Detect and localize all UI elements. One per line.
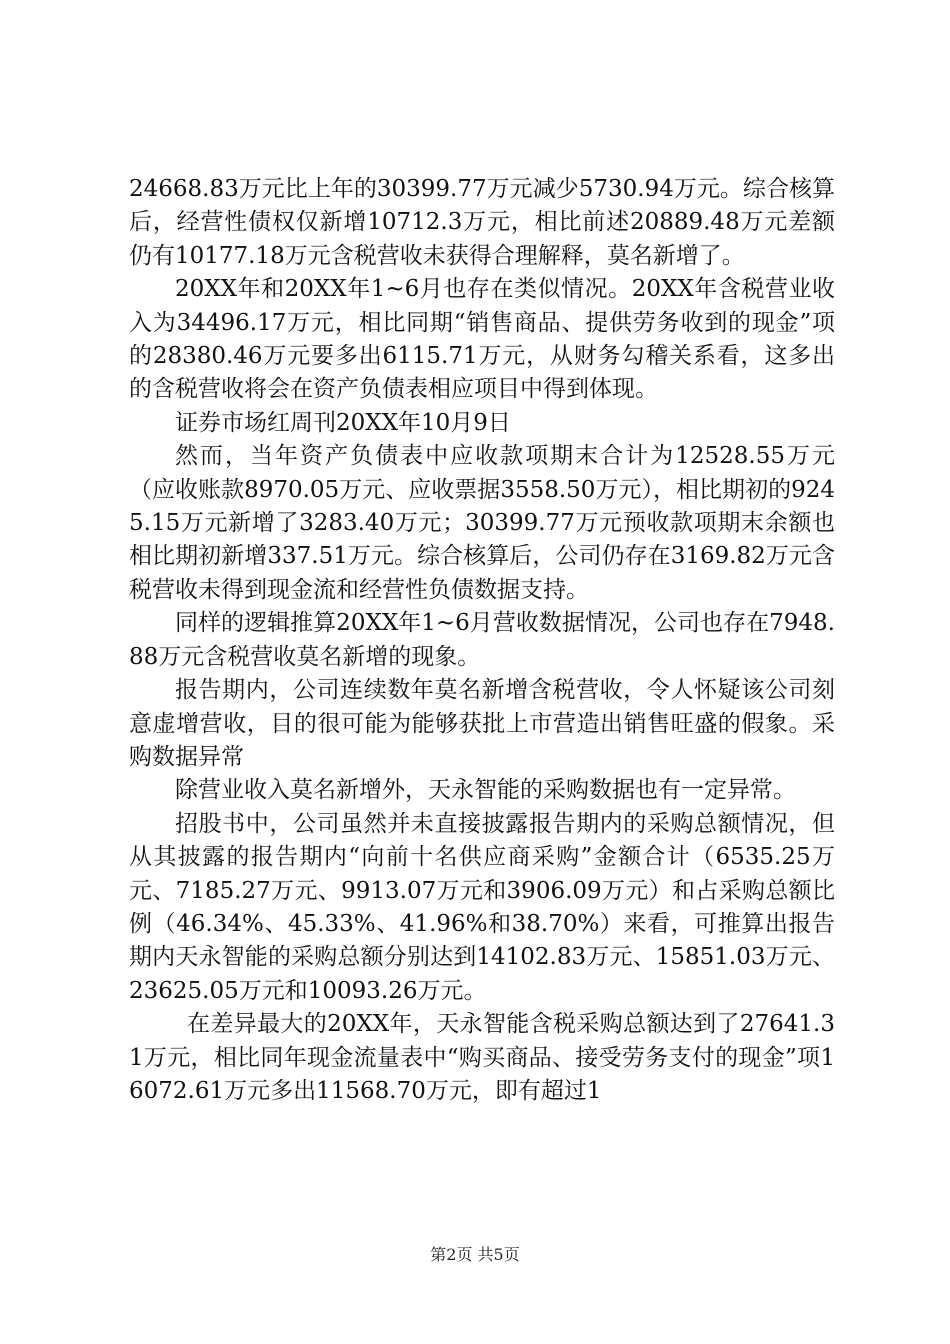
paragraph-3: 然而，当年资产负债表中应收款项期末合计为12528.55万元（应收账款8970.05万元、应收票据3558.50万元），相比期初的9245.15万元新增了3283.40万元；30399.77万元预收款项期末余额也相比期初新增337.51万元。综合核算后，公司仍存在3169.82万元含税营收未得到现金流和经营性负债数据支持。 (129, 443, 835, 603)
paragraph-5: 报告期内，公司连续数年莫名新增含税营收，令人怀疑该公司刻意虚增营收，目的很可能为能够获批上市营造出销售旺盛的假象。采购数据异常 (129, 677, 835, 770)
paragraph-6: 除营业收入莫名新增外，天永智能的采购数据也有一定异常。 (175, 777, 796, 804)
paragraph-2: 20XX年和20XX年1~6月也存在类似情况。20XX年含税营业收入为34496.17万元，相比同期“销售商品、提供劳务收到的现金”项的28380.46万元要多出6115.71万元，从财务勾稽关系看，这多出的含税营收将会在资产负债表相应项目中得到体现。 (129, 276, 835, 403)
page-number-footer: 第2页 共5页 (430, 1245, 520, 1264)
paragraph-7: 招股书中，公司虽然并未直接披露报告期内的采购总额情况，但从其披露的报告期内“向前十名供应商采购”金额合计（6535.25万元、7185.27万元、9913.07万元和3906.09万元）和占采购总额比例（46.34%、45.33%、41.96%和38.70%）来看，可推算出报告期内天永智能的采购总额分别达到14102.83万元、15851.03万元、23625.05万元和10093.26万元。 (129, 810, 835, 1004)
paragraph-4: 同样的逻辑推算20XX年1~6月营收数据情况，公司也存在7948.88万元含税营收莫名新增的现象。 (129, 610, 835, 670)
paragraph-1: 24668.83万元比上年的30399.77万元减少5730.94万元。综合核算后，经营性债权仅新增10712.3万元，相比前述20889.48万元差额仍有10177.18万元含税营收未获得合理解释，莫名新增了。 (129, 176, 835, 269)
paragraph-8: 在差异最大的20XX年，天永智能含税采购总额达到了27641.31万元，相比同年现金流量表中“购买商品、接受劳务支付的现金”项16072.61万元多出11568.70万元，即有超过1 (129, 1011, 835, 1104)
paragraph-source-line: 证券市场红周刊20XX年10月9日 (175, 409, 511, 436)
document-body (129, 173, 835, 1108)
